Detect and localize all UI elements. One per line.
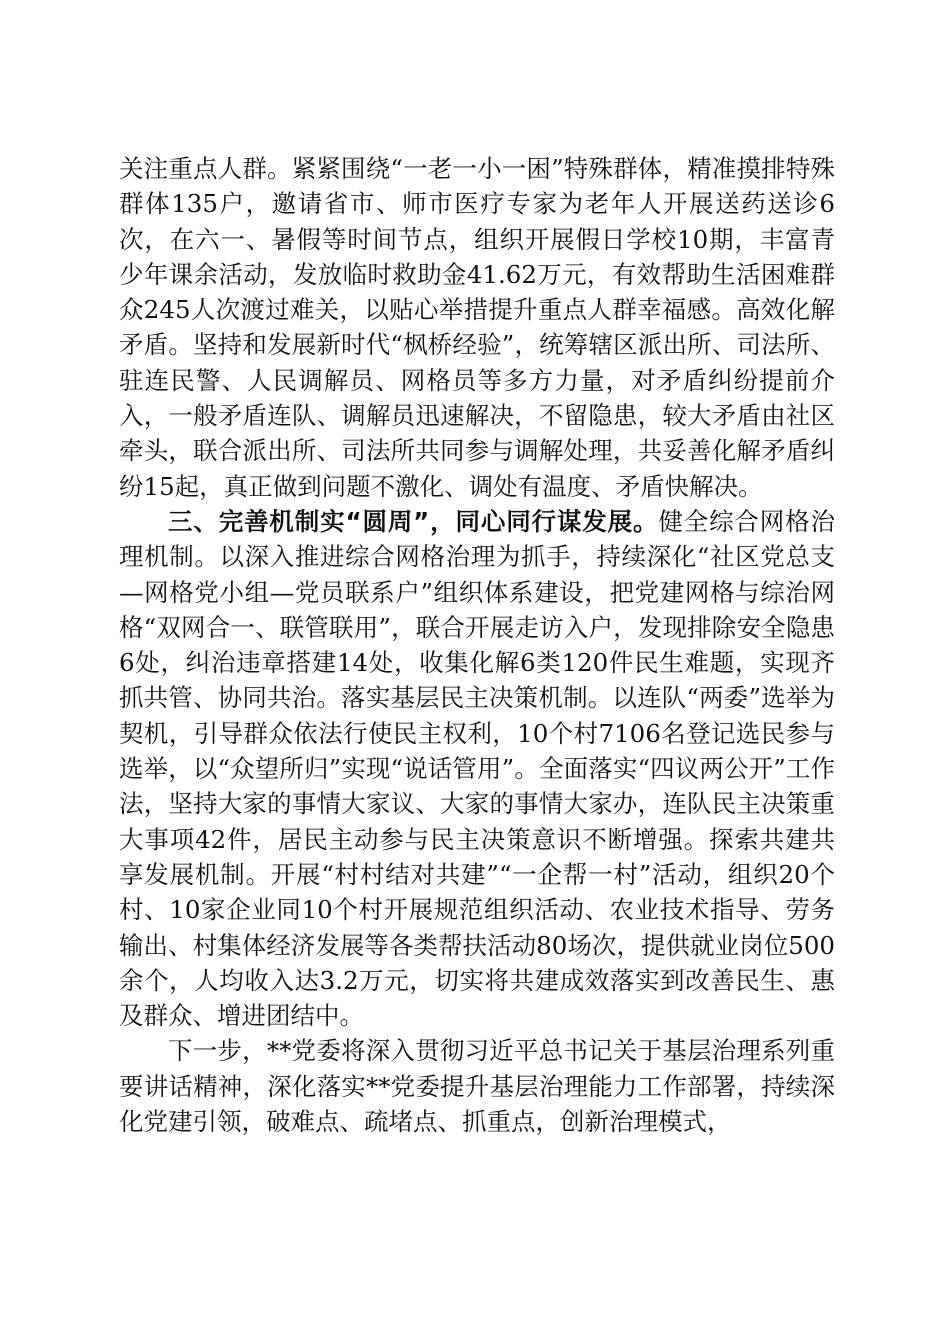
paragraph-continued: 关注重点人群。紧紧围绕“一老一小一困”特殊群体，精准摸排特殊群体135户，邀请省市、师市医疗专家为老年人开展送药送诊6次，在六一、暑假等时间节点，组织开展假日学校10期，丰富青少年课余活动，发放临时救助金41.62万元，有效帮助生活困难群众245人次渡过难关，以贴心举措提升重点人群幸福感。高效化解矛盾。坚持和发展新时代“枫桥经验”，统筹辖区派出所、司法所、驻连民警、人民调解员、网格员等多方力量，对矛盾纠纷提前介入，一般矛盾连队、调解员迅速解决，不留隐患，较大矛盾由社区牵头，联合派出所、司法所共同参与调解处理，共妥善化解矛盾纠纷15起，真正做到问题不激化、调处有温度、矛盾快解决。 — [119, 154, 835, 501]
section-3-heading: 三、完善机制实“圆周”，同心同行谋发展。 — [168, 506, 659, 536]
document-body — [119, 151, 835, 1139]
section-3-body: 健全综合网格治理机制。以深入推进综合网格治理为抓手，持续深化“社区党总支—网格党小组—党员联系户”组织体系建设，把党建网格与综治网格“双网合一、联管联用”，联合开展走访入户，发现排除安全隐患6处，纠治违章搭建14处，收集化解6类120件民生难题，实现齐抓共管、协同共治。落实基层民主决策机制。以连队“两委”选举为契机，引导群众依法行使民主权利，10个村7106名登记选民参与选举，以“众望所归”实现“说话管用”。全面落实“四议两公开”工作法，坚持大家的事情大家议、大家的事情大家办，连队民主决策重大事项42件，居民主动参与民主决策意识不断增强。探索共建共享发展机制。开展“村村结对共建”“一企帮一村”活动，组织20个村、10家企业同10个村开展规范组织活动、农业技术指导、劳务输出、村集体经济发展等各类帮扶活动80场次，提供就业岗位500余个，人均收入达3.2万元，切实将共建成效落实到改善民生、惠及群众、增进团结中。 — [119, 506, 836, 1031]
paragraph-next-step: 下一步，**党委将深入贯彻习近平总书记关于基层治理系列重要讲话精神，深化落实**党委提升基层治理能力工作部署，持续深化党建引领，破难点、疏堵点、抓重点，创新治理模式， — [119, 1036, 835, 1137]
section-3-paragraph — [119, 504, 835, 1033]
